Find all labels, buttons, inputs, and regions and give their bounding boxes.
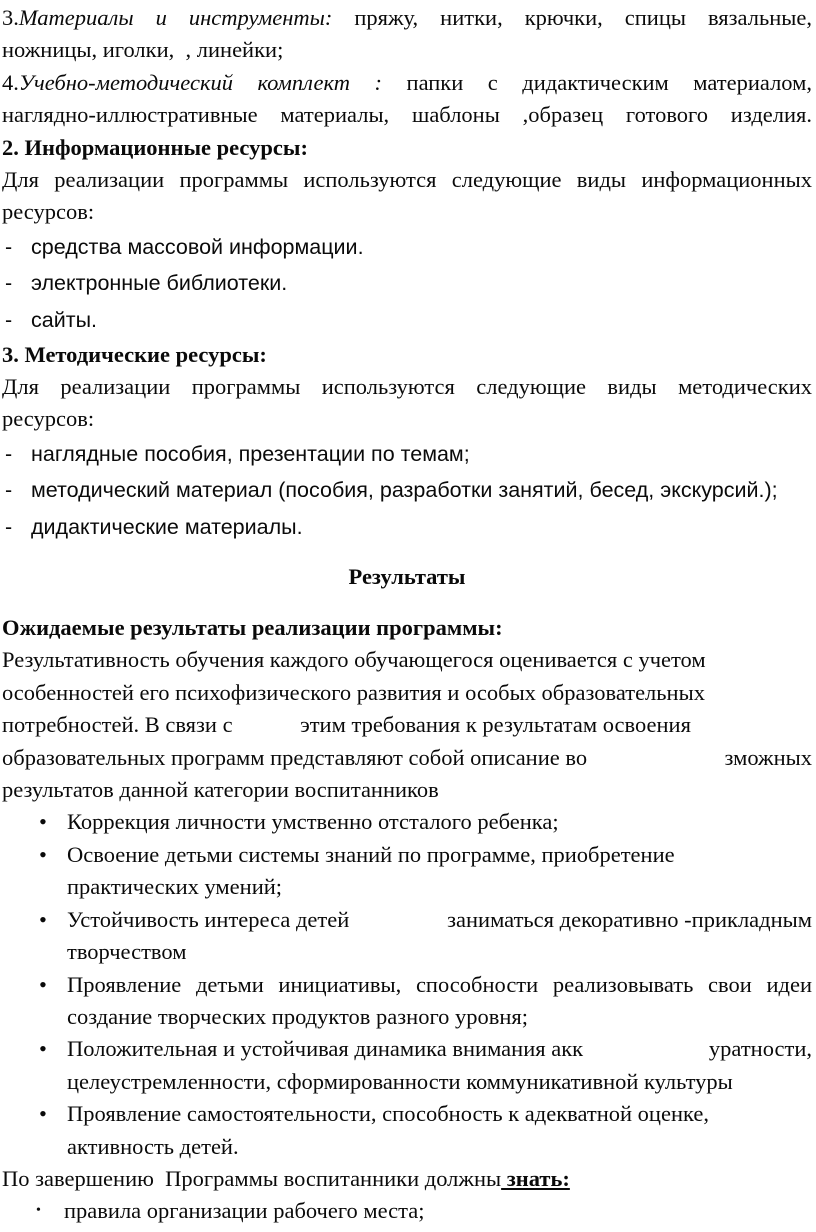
bullet-continuation-line — [2, 1066, 812, 1098]
line-text — [2, 1166, 570, 1191]
paragraph-line — [2, 742, 812, 774]
gap-spacer — [583, 1033, 709, 1065]
text-run: 2. Информационные ресурсы: — [2, 134, 308, 160]
line-text — [2, 777, 439, 802]
methodical-kit-line — [2, 67, 812, 99]
text-run: Материалы и инструменты: — [18, 5, 333, 30]
dash-icon: - — [5, 478, 13, 503]
line-text — [31, 229, 812, 266]
line-text — [67, 1098, 812, 1130]
text-run: папки с дидактическим материалом, — [382, 69, 812, 95]
methodical-kit-line — [2, 99, 812, 131]
paragraph-line — [2, 164, 812, 196]
text-run: наглядные пособия, презентации по темам; — [31, 441, 470, 466]
paragraph-line — [2, 644, 812, 676]
text-run: особенностей его психофизического развития и особых образовательных — [2, 679, 705, 705]
bullet-icon: • — [39, 1036, 47, 1062]
text-run: Учебно-методический комплект : — [18, 69, 383, 95]
dash-list-item — [2, 302, 812, 339]
text-run: знать: — [501, 1165, 570, 1191]
line-text — [2, 615, 503, 640]
text-run: 3. Методические ресурсы: — [2, 341, 267, 367]
bullet-icon: • — [39, 906, 47, 932]
line-text — [67, 839, 812, 871]
dash-icon: - — [5, 234, 13, 259]
line-text — [2, 70, 812, 95]
dash-list-item — [2, 509, 812, 546]
line-text — [64, 1195, 812, 1227]
line-text — [2, 406, 94, 431]
text-run: зможных — [724, 744, 812, 770]
dash-icon: - — [5, 441, 13, 466]
line-text — [31, 509, 812, 546]
line-text — [31, 472, 812, 509]
line-text — [2, 135, 308, 160]
text-run: ножницы, иголки, , линейки; — [2, 37, 284, 63]
bullet-list-item — [2, 1098, 812, 1130]
bullet-continuation-line — [2, 1001, 812, 1033]
line-text — [2, 167, 812, 192]
paragraph-line — [2, 403, 812, 435]
bullet-list-item — [2, 904, 812, 936]
bullet-list-item — [2, 839, 812, 871]
bullet-list-item — [2, 1033, 812, 1065]
line-text — [67, 1069, 733, 1094]
line-text — [31, 265, 812, 302]
line-text — [2, 199, 94, 224]
line-text — [67, 1033, 812, 1065]
dash-list-item — [2, 436, 812, 473]
text-run: практических умений; — [67, 874, 283, 900]
gap-spacer — [587, 742, 724, 774]
text-run: создание творческих продуктов разного уровня; — [67, 1003, 529, 1029]
bullet-continuation-line — [2, 1131, 812, 1163]
sub-bullet-list-item — [2, 1195, 812, 1227]
text-run: 3. — [2, 5, 19, 30]
line-text — [67, 806, 812, 838]
line-text — [2, 102, 812, 127]
bullet-icon: • — [39, 841, 47, 867]
line-text — [2, 374, 812, 399]
line-text — [2, 742, 812, 774]
section-heading-methodical-resources — [2, 339, 812, 371]
line-text — [31, 436, 812, 473]
bullet-list-item — [2, 806, 812, 838]
text-run: Для реализации программы используются следующие виды методических — [2, 374, 812, 400]
line-text — [67, 939, 186, 964]
text-run: уратности, — [708, 1036, 812, 1062]
paragraph-line — [2, 196, 812, 228]
text-run: сайты. — [31, 308, 97, 333]
paragraph-line — [2, 709, 812, 741]
materials-tools-line — [2, 2, 812, 34]
paragraph-line — [2, 677, 812, 709]
dash-icon: - — [5, 271, 13, 296]
results-heading — [2, 561, 812, 593]
text-run: Положительная и устойчивая динамика внимания акк — [67, 1036, 584, 1062]
bullet-continuation-line — [2, 936, 812, 968]
text-run: Для реализации программы используются следующие виды информационных — [2, 167, 812, 193]
line-text — [67, 1004, 528, 1029]
line-text — [2, 680, 705, 705]
text-run: По завершению Программы воспитанники должны — [2, 1165, 502, 1191]
bullet-icon: • — [39, 809, 47, 835]
line-text — [67, 874, 282, 899]
text-run: активность детей. — [67, 1133, 239, 1159]
section-heading-information-resources — [2, 132, 812, 164]
line-text — [349, 564, 466, 589]
text-run: правила организации рабочего места; — [64, 1198, 425, 1224]
line-text — [67, 969, 812, 1001]
text-run: Коррекция личности умственно отсталого ребенка; — [67, 809, 559, 835]
text-run: Ожидаемые результаты реализации программы: — [2, 615, 503, 641]
text-run: дидактические материалы. — [31, 515, 303, 540]
text-run: творчеством — [67, 939, 187, 965]
gap-spacer — [349, 904, 447, 936]
dash-list-item — [2, 229, 812, 266]
line-text — [67, 904, 812, 936]
text-run: Устойчивость интереса детей — [67, 906, 350, 932]
text-run: средства массовой информации. — [31, 234, 364, 259]
bullet-list-item — [2, 969, 812, 1001]
text-run: наглядно-иллюстративные материалы, шаблоны ,образец готового изделия. — [2, 102, 812, 128]
text-run: Результативность обучения каждого обучающегося оценивается с учетом — [2, 647, 706, 673]
dash-list-item — [2, 472, 812, 509]
dash-list-item — [2, 265, 812, 302]
bullet-icon: • — [36, 1203, 41, 1219]
line-text — [2, 342, 267, 367]
paragraph-line — [2, 371, 812, 403]
line-text — [2, 37, 283, 62]
text-run: образовательных программ представляют собой описание во — [2, 744, 588, 770]
bullet-icon: • — [39, 971, 47, 997]
text-run: 4. — [2, 69, 19, 95]
text-run: целеустремленности, сформированности коммуникативной культуры — [67, 1068, 733, 1094]
text-run: Освоение детьми системы знаний по программе, приобретение — [67, 841, 675, 867]
text-run: пряжу, нитки, крючки, спицы вязальные, — [332, 5, 812, 30]
dash-icon: - — [5, 515, 13, 540]
materials-tools-line — [2, 34, 812, 66]
dash-icon: - — [5, 308, 13, 333]
text-run: Проявление детьми инициативы, способности реализовывать свои идеи — [67, 971, 812, 997]
expected-results-heading — [2, 612, 812, 644]
completion-know-line — [2, 1163, 812, 1195]
line-text — [2, 5, 812, 30]
line-text — [2, 647, 706, 672]
text-run: Результаты — [348, 563, 466, 589]
text-run: методический материал (пособия, разработки занятий, бесед, экскурсий.); — [31, 478, 778, 503]
bullet-icon: • — [39, 1101, 47, 1127]
line-text — [31, 302, 812, 339]
paragraph-line — [2, 774, 812, 806]
bullet-continuation-line — [2, 871, 812, 903]
text-run: заниматься декоративно -прикладным — [447, 906, 812, 932]
text-run: результатов данной категории воспитанников — [2, 777, 439, 803]
text-run: ресурсов: — [2, 406, 95, 432]
text-run: электронные библиотеки. — [31, 271, 288, 296]
text-run: Проявление самостоятельности, способность к адекватной оценке, — [67, 1101, 709, 1127]
line-text — [2, 712, 691, 737]
text-run: ресурсов: — [2, 199, 95, 225]
text-run: потребностей. В связи с этим требования к результатам освоения — [2, 712, 691, 738]
line-text — [67, 1134, 239, 1159]
